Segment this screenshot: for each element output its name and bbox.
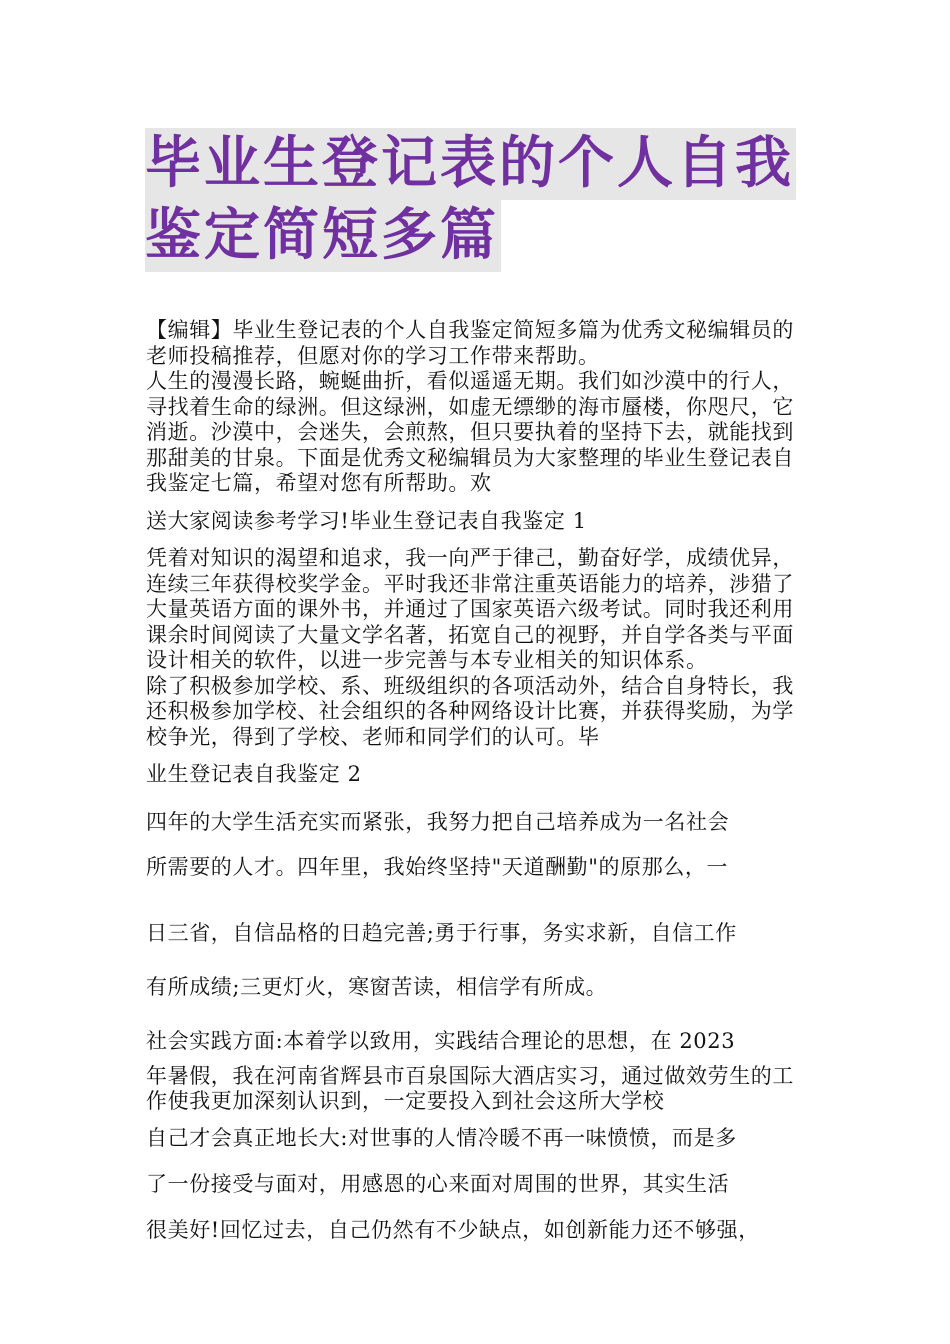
title-line-2: 鉴定简短多篇 <box>145 200 501 272</box>
paragraph-university-line-4: 有所成绩;三更灯火，寒窗苦读，相信学有所成。 <box>146 974 608 999</box>
paragraph-life: 人生的漫漫长路，蜿蜒曲折，看似遥遥无期。我们如沙漠中的行人，寻找着生命的绿洲。但这绿洲，如虚无缥缈的海市蜃楼，你咫尺，它消逝。沙漠中，会迷失，会煎熬，但只要执着的坚持下去，就能找到那甜美的甘泉。下面是优秀文秘编辑员为大家整理的毕业生登记表自我鉴定七篇，希望对您有所帮助。欢 <box>146 369 794 495</box>
paragraph-university-line-1: 四年的大学生活充实而紧张，我努力把自己培养成为一名社会 <box>146 809 730 834</box>
paragraph-knowledge: 凭着对知识的渴望和追求，我一向严于律己，勤奋好学，成绩优异，连续三年获得校奖学金。平时我还非常注重英语能力的培养，涉猎了大量英语方面的课外书，并通过了国家英语六级考试。同时我还利用课余时间阅读了大量文学名著，拓宽自己的视野，并自学各类与平面设计相关的软件，以进一步完善与本专业相关的知识体系。 <box>146 546 794 672</box>
paragraph-practice-line-1: 社会实践方面:本着学以致用，实践结合理论的思想，在 2023 <box>146 1028 736 1053</box>
paragraph-activities: 除了积极参加学校、系、班级组织的各项活动外，结合自身特长，我还积极参加学校、社会组织的各种网络设计比赛，并获得奖励，为学校争光，得到了学校、老师和同学们的认可。毕 <box>146 673 794 749</box>
paragraph-practice-line-2: 年暑假，我在河南省辉县市百泉国际大酒店实习，通过做效劳生的工作使我更加深刻认识到，一定要投入到社会这所大学校 <box>146 1063 794 1113</box>
title-line-1: 毕业生登记表的个人自我 <box>145 128 796 200</box>
paragraph-practice-line-3: 自己才会真正地长大:对世事的人情冷暖不再一味愤愤，而是多 <box>146 1125 737 1150</box>
paragraph-practice-line-5: 很美好!回忆过去，自己仍然有不少缺点，如创新能力还不够强， <box>146 1217 760 1242</box>
document-title <box>145 128 825 272</box>
paragraph-heading-1: 送大家阅读参考学习!毕业生登记表自我鉴定 1 <box>146 508 587 533</box>
paragraph-university-line-2: 所需要的人才。四年里，我始终坚持"天道酬勤"的原那么，一 <box>146 854 729 879</box>
paragraph-university-line-3: 日三省，自信品格的日趋完善;勇于行事，务实求新，自信工作 <box>146 920 737 945</box>
paragraph-intro: 【编辑】毕业生登记表的个人自我鉴定简短多篇为优秀文秘编辑员的老师投稿推荐，但愿对你的学习工作带来帮助。 <box>146 318 794 368</box>
paragraph-heading-2: 业生登记表自我鉴定 2 <box>146 762 362 786</box>
document-body <box>146 318 811 1253</box>
paragraph-practice-line-4: 了一份接受与面对，用感恩的心来面对周围的世界，其实生活 <box>146 1171 730 1196</box>
